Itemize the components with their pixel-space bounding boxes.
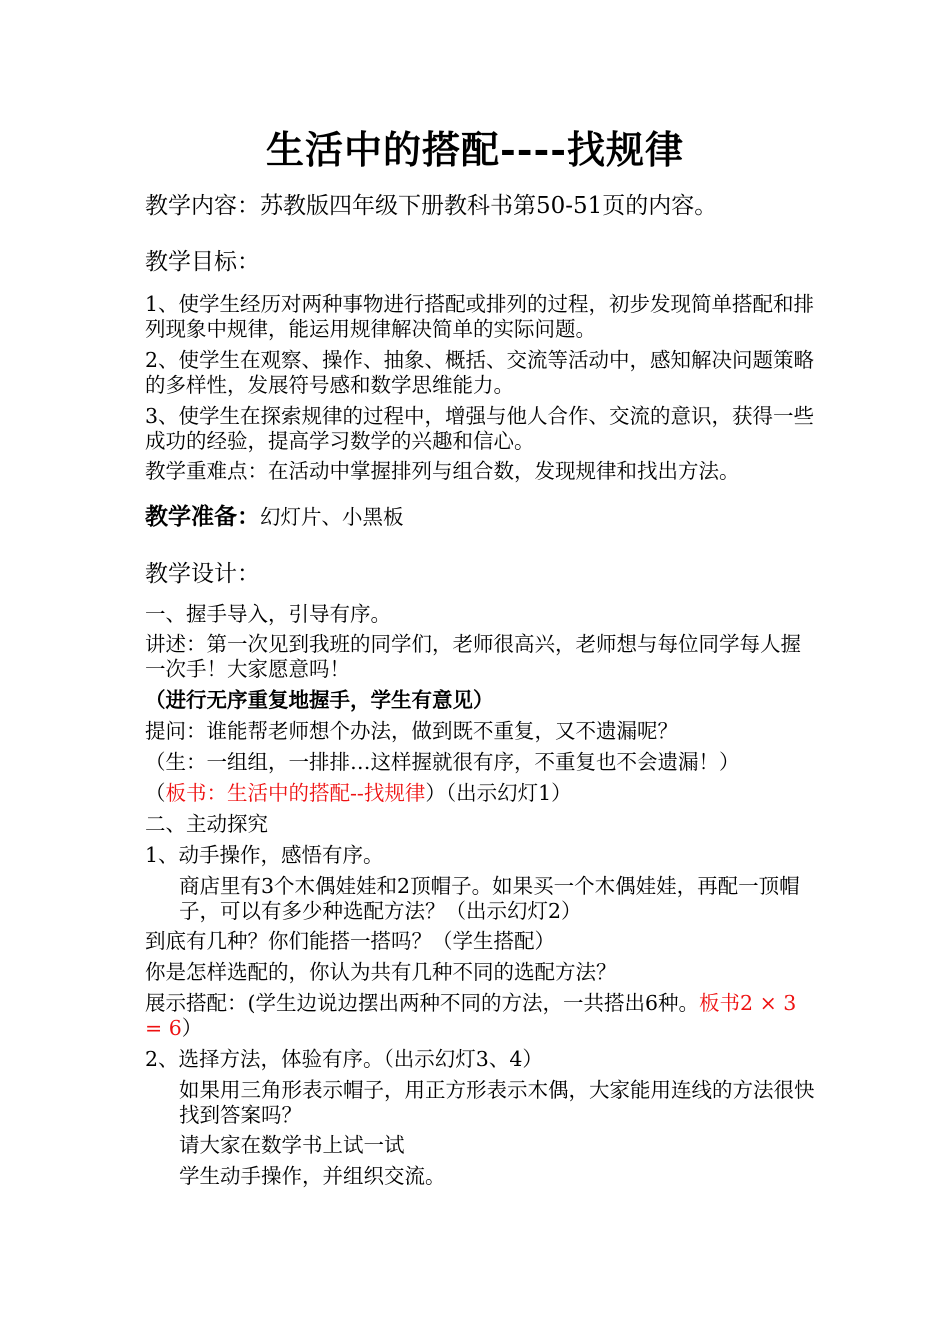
goal-1: 1、使学生经历对两种事物进行搭配或排列的过程，初步发现简单搭配和排列现象中规律，能运用规律解决简单的实际问题。 [145,292,815,341]
try-instruction: 请大家在数学书上试一试 [179,1133,405,1157]
design-heading: 教学设计： [145,561,260,587]
document-title: 生活中的搭配----找规律 [265,127,685,172]
how-select-question: 你是怎样选配的，你认为共有几种不同的选配方法？ [145,960,617,984]
show-combination: 展示搭配：(学生边说边摆出两种不同的方法，一共搭出6种。板书2 × 3 = 6） [145,991,838,1040]
student-answer: （生：一组组，一排排…这样握就很有序，不重复也不会遗漏！） [145,750,740,774]
operate-instruction: 学生动手操作，并组织交流。 [179,1164,446,1188]
prep-value: 幻灯片、小黑板 [260,505,404,529]
shop-problem: 商店里有3个木偶娃娃和2顶帽子。如果买一个木偶娃娃，再配一顶帽子，可以有多少种选配方法？（出示幻灯2） [179,874,800,923]
goal-2: 2、使学生在观察、操作、抽象、概括、交流等活动中，感知解决问题策略的多样性，发展符号感和数学思维能力。 [145,348,815,397]
question: 提问：谁能帮老师想个办法，做到既不重复，又不遗漏呢？ [145,719,678,743]
narration: 讲述：第一次见到我班的同学们，老师很高兴，老师想与每位同学每人握一次手！大家愿意吗！ [145,632,801,681]
how-many-question: 到底有几种？你们能搭一搭吗？（学生搭配） [145,929,555,953]
teaching-content: 教学内容：苏教版四年级下册教科书第50-51页的内容。 [145,193,718,219]
board-text-red: 板书：生活中的搭配--找规律 [165,781,426,805]
board-note-1: （板书：生活中的搭配--找规律）（出示幻灯1） [145,781,572,805]
prep-line [145,503,815,531]
goal-3: 3、使学生在探索规律的过程中，增强与他人合作、交流的意识，获得一些成功的经验，提高学习数学的兴趣和信心。 [145,404,815,453]
section-1-heading: 一、握手导入，引导有序。 [145,602,391,626]
key-points: 教学重难点：在活动中掌握排列与组合数，发现规律和找出方法。 [145,459,740,483]
board-formula-red: 板书2 × 3 = 6 [145,991,838,1040]
section-2-heading: 二、主动探究 [145,812,268,836]
step-1-heading: 1、动手操作，感悟有序。 [145,843,384,867]
handshake-note: （进行无序重复地握手，学生有意见） [145,688,494,712]
step-2-heading: 2、选择方法，体验有序。（出示幻灯3、4） [145,1047,543,1071]
prep-label: 教学准备： [145,503,260,530]
goals-heading: 教学目标： [145,249,260,275]
line-method-question: 如果用三角形表示帽子，用正方形表示木偶，大家能用连线的方法很快找到答案吗？ [179,1078,815,1127]
